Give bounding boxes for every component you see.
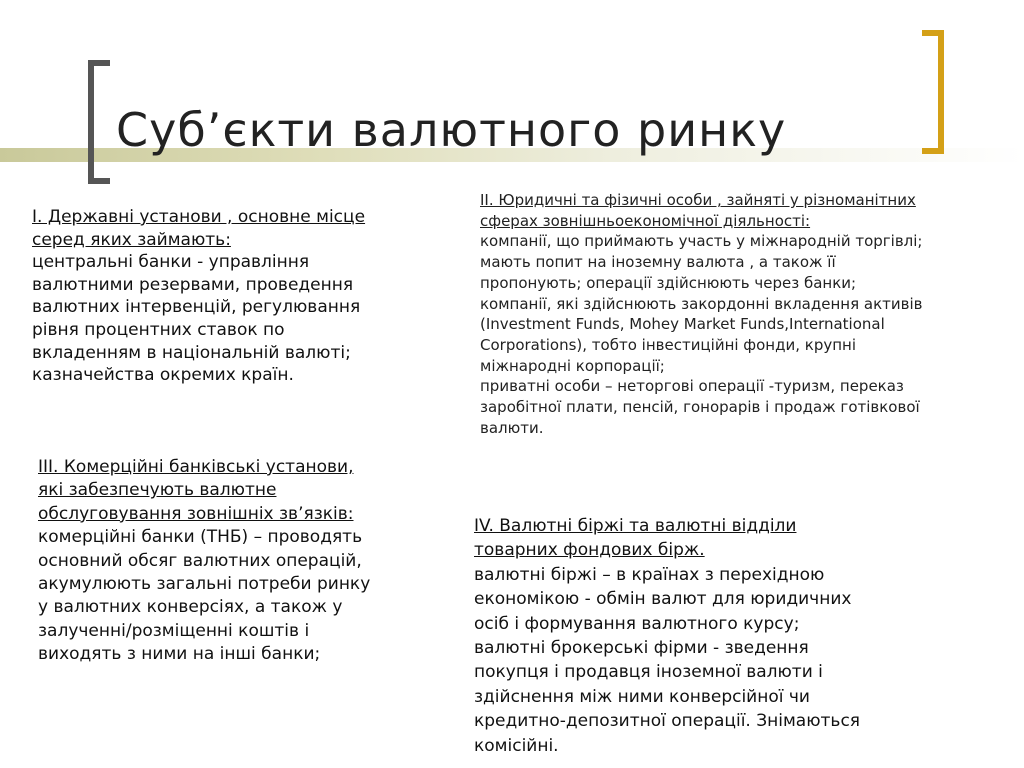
section-body-line: валютні біржі – в країнах з перехідною — [474, 564, 825, 585]
section-body-line: акумулюють загальні потреби ринку — [38, 574, 371, 595]
section-heading-line: серед яких займають: — [32, 229, 231, 250]
section-body-line: казначейства окремих країн. — [32, 365, 294, 386]
section-heading-line: II. Юридичні та фізичні особи , зайняті у різноманітних — [480, 191, 916, 209]
section-heading-line: які забезпечують валютне — [38, 480, 277, 501]
section-body-line: міжнародні корпорації; — [480, 356, 665, 375]
section-body-line: валютними резервами, проведення — [32, 274, 354, 295]
slide-title: Суб’єкти валютного ринку — [116, 103, 787, 157]
right-bracket-decoration — [922, 30, 944, 154]
section-body-line: компанії, що приймають участь у міжнародній торгівлі; — [480, 232, 923, 251]
section-body-line: валютних інтервенцій, регулювання — [32, 297, 361, 318]
section-body-line: валюти. — [480, 418, 544, 437]
section-body-line: компанії, які здійснюють закордонні вкладення активів — [480, 294, 923, 313]
section-body-line: здійснення між ними конверсійної чи — [474, 686, 810, 707]
section-body-line: виходять з ними на інші банки; — [38, 644, 321, 665]
section-body-line: (Investment Funds, Mohey Market Funds,International — [480, 315, 885, 334]
section-body-line: рівня процентних ставок по — [32, 319, 285, 340]
section-body-line: комерційні банки (ТНБ) – проводять — [38, 527, 363, 548]
section-commercial-banks — [38, 456, 370, 667]
section-body-line: вкладенням в національній валюті; — [32, 342, 351, 363]
section-body-line: у валютних конверсіях, а також у — [38, 597, 343, 618]
section-state-institutions — [32, 206, 365, 387]
section-heading-line: сферах зовнішньоекономічної діяльності: — [480, 211, 811, 230]
left-bracket-decoration — [88, 60, 110, 184]
section-body-line: приватні особи – неторгові операції -туризм, переказ — [480, 377, 904, 396]
section-heading-line: товарних фондових бірж. — [474, 540, 705, 561]
section-body-line: валютні брокерські фірми - зведення — [474, 638, 809, 659]
section-heading-line: III. Комерційні банківські установи, — [38, 457, 354, 477]
section-body-line: пропонують; операції здійснюють через банки; — [480, 273, 857, 292]
section-currency-exchanges — [474, 514, 860, 758]
section-body-line: заробітної плати, пенсій, гонорарів і продаж готівкової — [480, 398, 920, 417]
section-body-line: центральні банки - управління — [32, 252, 310, 273]
section-body-line: кредитно-депозитної операції. Знімаються — [474, 711, 861, 732]
section-body-line: Corporations), тобто інвестиційні фонди, крупні — [480, 335, 857, 354]
section-legal-and-natural-persons — [480, 190, 922, 438]
section-body-line: економікою - обмін валют для юридичних — [474, 589, 852, 610]
section-body-line: залученні/розміщенні коштів і — [38, 620, 310, 641]
section-body-line: мають попит на іноземну валюта , а також її — [480, 253, 836, 272]
section-body-line: основний обсяг валютних операцій, — [38, 550, 362, 571]
section-heading-line: обслуговування зовнішніх зв’язків: — [38, 503, 354, 524]
section-body-line: комісійні. — [474, 735, 559, 756]
section-heading-line: I. Державні установи , основне місце — [32, 207, 366, 227]
section-heading-line: IV. Валютні біржі та валютні відділи — [474, 516, 797, 536]
section-body-line: осіб і формування валютного курсу; — [474, 613, 800, 634]
section-body-line: покупця і продавця іноземної валюти і — [474, 662, 823, 683]
